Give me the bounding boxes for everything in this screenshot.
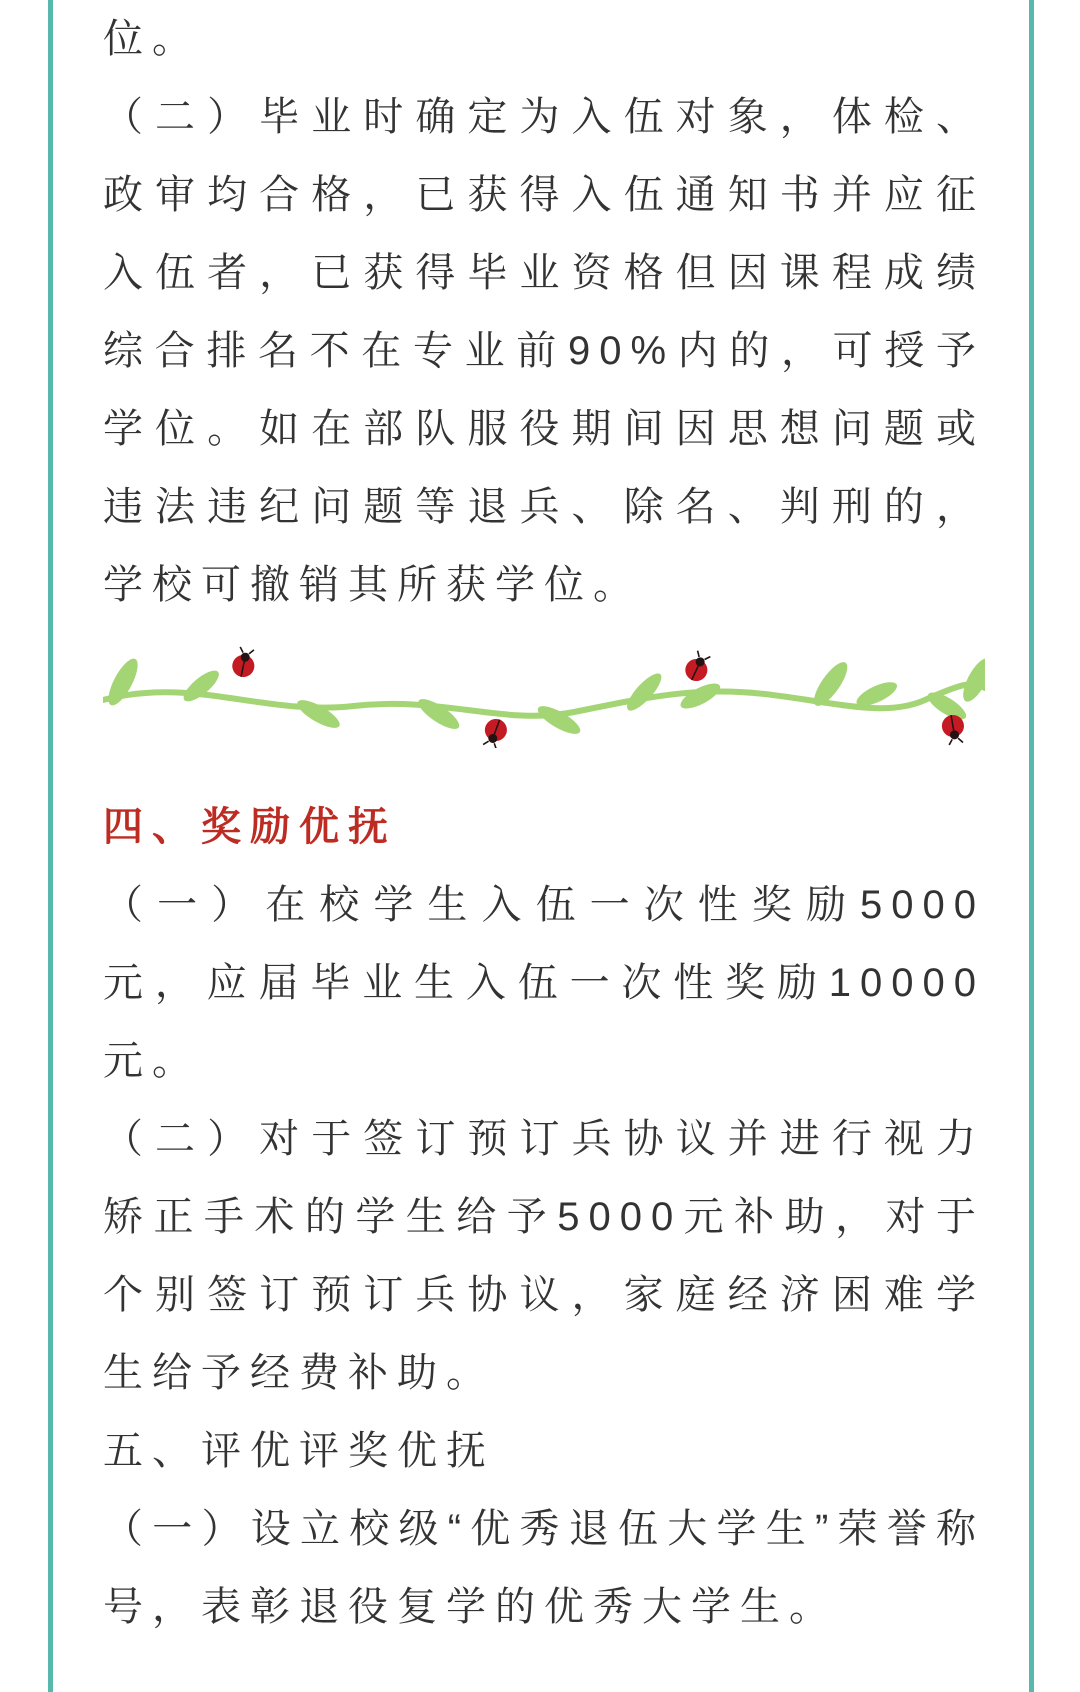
ladybug-icon: [682, 649, 714, 685]
leaf-icon: [958, 655, 985, 706]
paragraph-line: （一）在校学生入伍一次性奖励5000: [103, 883, 985, 927]
paragraph-line: 位。: [103, 17, 201, 61]
leaf-icon: [622, 669, 666, 715]
section-heading-rewards: 四、奖励优抚: [103, 805, 397, 849]
paragraph-line: 学位。如在部队服役期间因思想问题或: [103, 407, 985, 451]
leaf-icon: [414, 694, 463, 734]
paragraph-line: 号，表彰退役复学的优秀大学生。: [103, 1585, 838, 1629]
paragraph-line: 政审均合格，已获得入伍通知书并应征: [103, 173, 985, 217]
paragraph-line: （一）设立校级“优秀退伍大学生”荣誉称: [103, 1507, 985, 1551]
paragraph-line: 入伍者，已获得毕业资格但因课程成绩: [103, 251, 985, 295]
leaf-icon: [103, 655, 143, 709]
leaf-icon: [179, 666, 223, 707]
section-heading-awards: 五、评优评奖优抚: [103, 1429, 495, 1473]
paragraph-line: 矫正手术的学生给予5000元补助，对于: [103, 1195, 985, 1239]
content-frame: [48, 0, 1034, 1692]
leaf-icon: [534, 701, 584, 739]
paragraph-line: （二）毕业时确定为入伍对象，体检、: [103, 95, 985, 139]
paragraph-line: 违法违纪问题等退兵、除名、判刑的，: [103, 485, 985, 529]
vine-divider: [103, 640, 985, 748]
paragraph-line: （二）对于签订预订兵协议并进行视力: [103, 1117, 985, 1161]
ladybug-icon: [230, 646, 258, 679]
leaf-icon: [294, 695, 344, 733]
paragraph-line: 综合排名不在专业前90%内的，可授予: [103, 329, 985, 373]
paragraph-line: 生给予经费补助。: [103, 1351, 495, 1395]
paragraph-line: 个别签订预订兵协议，家庭经济困难学: [103, 1273, 985, 1317]
ladybug-icon: [479, 716, 510, 748]
paragraph-line: 学校可撤销其所获学位。: [103, 563, 642, 607]
paragraph-line: 元，应届毕业生入伍一次性奖励10000: [103, 961, 985, 1005]
paragraph-line: 元。: [103, 1039, 201, 1083]
vine-divider-graphic: [103, 640, 985, 748]
